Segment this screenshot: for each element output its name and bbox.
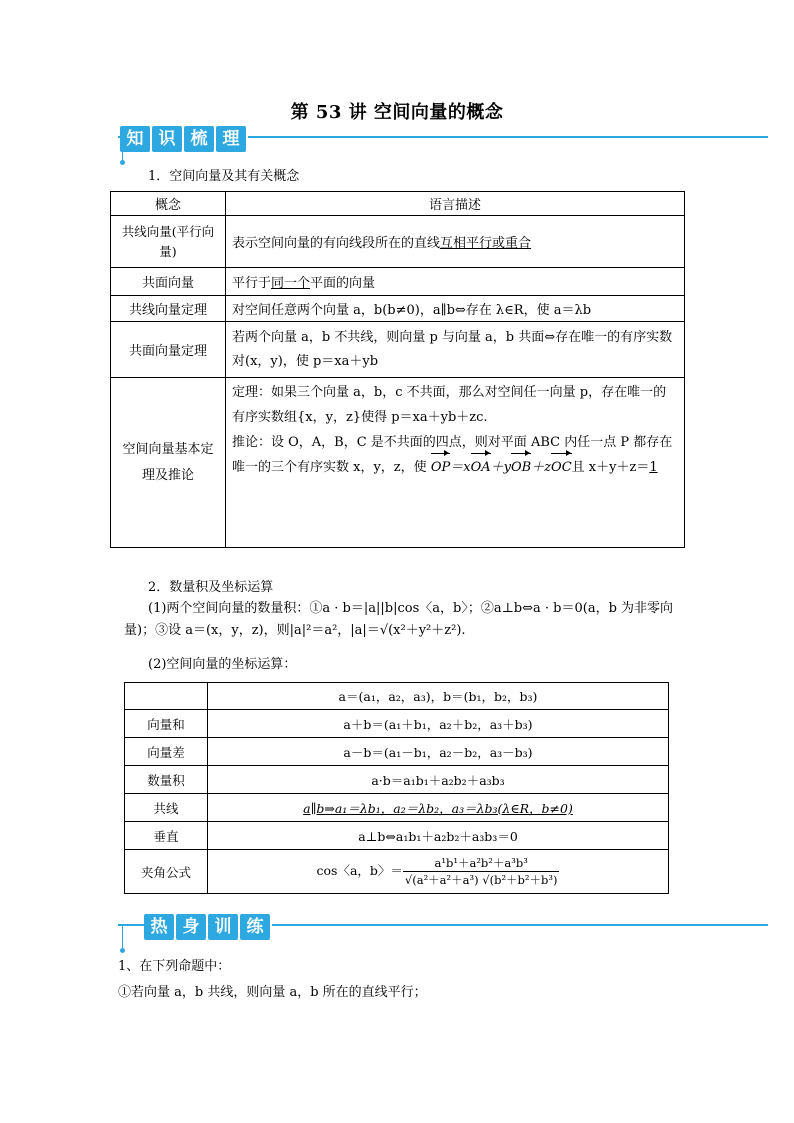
banner-vline xyxy=(122,136,123,162)
banner-rule xyxy=(272,924,768,926)
concept-name: 共线向量(平行向量) xyxy=(111,216,226,268)
banner-char: 热 xyxy=(144,914,174,940)
page-title: 第 53 讲 空间向量的概念 xyxy=(290,102,504,123)
question-1: 1、在下列命题中： xyxy=(118,959,231,974)
op-value: a∥b⇒a₁＝λb₁，a₂＝λb₂，a₃＝λb₃(λ∈R，b≠0) xyxy=(208,794,669,822)
banner-char: 理 xyxy=(216,126,246,152)
banner-char: 训 xyxy=(208,914,238,940)
concept-name: 共线向量定理 xyxy=(111,296,226,322)
fraction-numerator: a¹b¹＋a²b²＋a³b³ xyxy=(403,855,560,872)
op-name: 垂直 xyxy=(125,822,208,850)
concept-desc xyxy=(226,268,685,296)
corollary-one: 1 xyxy=(649,460,658,475)
table-header-row xyxy=(125,683,669,710)
vector-oc: OC xyxy=(551,455,572,480)
table-row xyxy=(111,216,685,268)
question-1-item-1: ①若向量 a，b 共线，则向量 a，b 所在的直线平行； xyxy=(118,985,427,1000)
vector-ob: OB xyxy=(511,455,531,480)
banner-char: 梳 xyxy=(184,126,214,152)
concept-name: 空间向量基本定理及推论 xyxy=(111,378,226,548)
concept-name: 共面向量定理 xyxy=(111,322,226,378)
table-row xyxy=(125,766,669,794)
banner-char: 身 xyxy=(176,914,206,940)
table-row xyxy=(125,710,669,738)
section-banner-knowledge xyxy=(118,126,778,152)
concept-desc xyxy=(226,216,685,268)
banner-char: 识 xyxy=(152,126,182,152)
banner-dot xyxy=(120,160,125,165)
dot-product-paragraph: (1)两个空间向量的数量积：①a · b＝|a||b|cos〈a，b〉；②a⊥b⇔a · b＝0(a，b 为非零向量)；③设 a＝(x，y，z)，则|a|²＝a²，|a|＝√(x²＋y²＋z²). xyxy=(124,601,674,638)
op-value: a·b＝a₁b₁＋a₂b₂＋a₃b₃ xyxy=(208,766,669,794)
table-row xyxy=(111,296,685,322)
op-name: 夹角公式 xyxy=(125,850,208,894)
section-heading-2: 2．数量积及坐标运算 xyxy=(148,580,274,595)
desc-text: 平面的向量 xyxy=(310,276,376,291)
theorem-text: 定理：如果三个向量 a，b，c 不共面，那么对空间任一向量 p，存在唯一的有序实数组{x，y，z}使得 p＝xa＋yb＋zc. xyxy=(232,385,667,425)
table-header-cell: 语言描述 xyxy=(226,192,685,216)
table-row xyxy=(111,322,685,378)
table-header-cell xyxy=(125,683,208,710)
desc-underlined: 互相平行或重合 xyxy=(440,236,532,251)
concept-table xyxy=(110,191,685,548)
coord-ops-heading: (2)空间向量的坐标运算： xyxy=(148,657,297,672)
op-value: a⊥b⇔a₁b₁＋a₂b₂＋a₃b₃＝0 xyxy=(208,822,669,850)
banner-rule xyxy=(248,136,768,138)
desc-text: 平行于 xyxy=(232,276,272,291)
banner-vline xyxy=(122,924,123,950)
op-value: a－b＝(a₁－b₁，a₂－b₂，a₃－b₃) xyxy=(208,738,669,766)
table-row xyxy=(125,850,669,894)
op-value: a＋b＝(a₁＋b₁，a₂＋b₂，a₃＋b₃) xyxy=(208,710,669,738)
table-row xyxy=(111,378,685,548)
concept-desc xyxy=(226,378,685,548)
corollary-pre: 推论：设 O，A，B，C 是不共面的四点，则对平面 ABC 内任一点 P 都存在唯一的三个有序实数 x，y，z，使 xyxy=(232,435,673,475)
banner-char: 知 xyxy=(120,126,150,152)
table-row xyxy=(125,822,669,850)
table-header-cell: 概念 xyxy=(111,192,226,216)
cos-prefix: cos〈a，b〉＝ xyxy=(316,863,403,878)
concept-name: 共面向量 xyxy=(111,268,226,296)
table-row xyxy=(125,794,669,822)
coordinate-table xyxy=(124,682,669,894)
table-header-cell: a＝(a₁，a₂，a₃)，b＝(b₁，b₂，b₃) xyxy=(208,683,669,710)
desc-text: 表示空间向量的有向线段所在的直线 xyxy=(232,236,441,251)
op-value xyxy=(208,850,669,894)
corollary-text: 推论：设 O，A，B，C 是不共面的四点，则对平面 ABC 内任一点 P 都存在唯一的三个有序实数 x，y，z，使 OP＝xOA＋yOB＋zOC且 x＋y＋z＝1 xyxy=(232,430,678,480)
vector-op: OP xyxy=(431,455,450,480)
fraction-denominator: √(a²＋a²＋a³) √(b²＋b²＋b³) xyxy=(404,873,558,887)
op-name: 数量积 xyxy=(125,766,208,794)
corollary-tail: 且 x＋y＋z＝ xyxy=(571,460,650,475)
table-row xyxy=(125,738,669,766)
concept-desc: 若两个向量 a，b 不共线，则向量 p 与向量 a，b 共面⇔存在唯一的有序实数对(x，y)，使 p＝xa＋yb xyxy=(226,322,685,378)
op-name: 向量差 xyxy=(125,738,208,766)
desc-underlined: 同一个 xyxy=(271,276,311,291)
section-heading-1: 1．空间向量及其有关概念 xyxy=(148,169,300,184)
banner-dot xyxy=(120,948,125,953)
concept-desc: 对空间任意两个向量 a，b(b≠0)，a∥b⇔存在 λ∈R，使 a＝λb xyxy=(226,296,685,322)
table-header-row xyxy=(111,192,685,216)
section-banner-warmup xyxy=(118,914,778,940)
table-row xyxy=(111,268,685,296)
vector-oa: OA xyxy=(471,455,491,480)
banner-char: 练 xyxy=(240,914,270,940)
angle-fraction xyxy=(403,855,560,888)
op-name: 共线 xyxy=(125,794,208,822)
op-name: 向量和 xyxy=(125,710,208,738)
